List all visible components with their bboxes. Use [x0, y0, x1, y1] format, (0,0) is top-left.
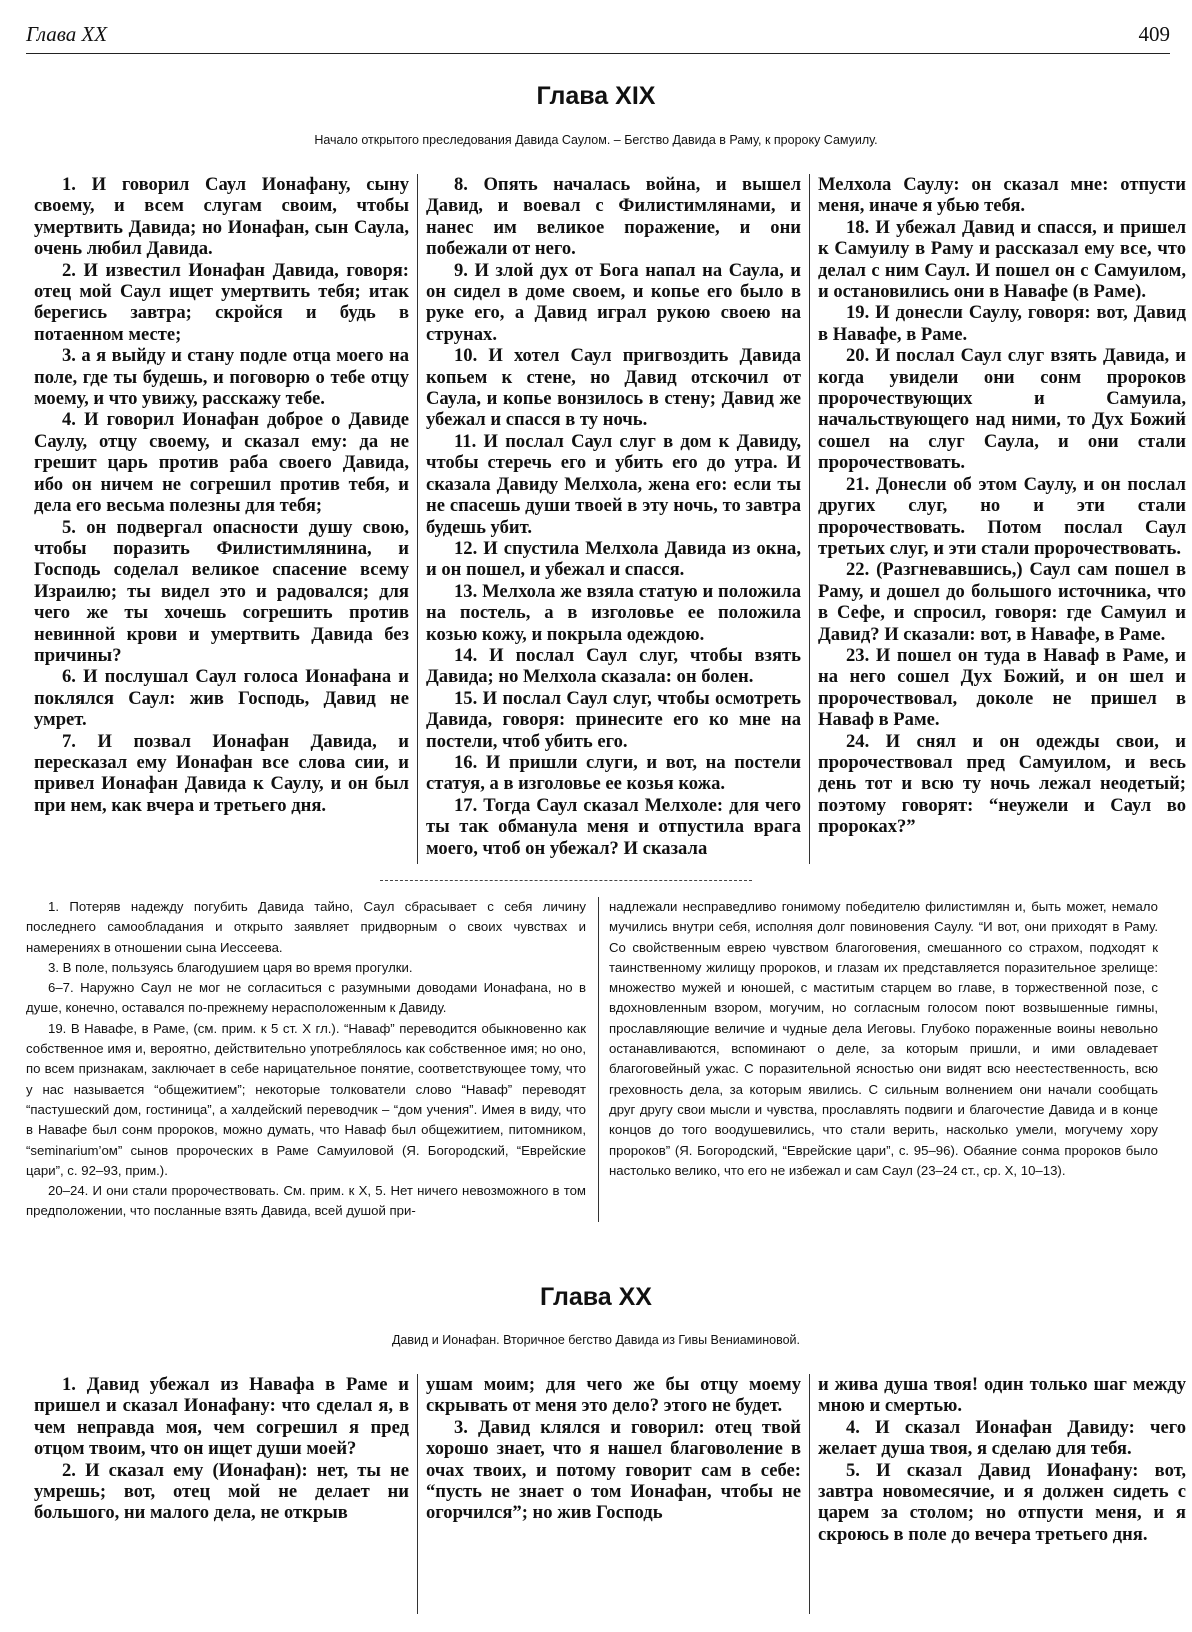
- verse: 12. И спустила Мелхола Давида из окна, и он пошел, и убежал и спасся.: [426, 537, 801, 581]
- verse: 16. И пришли слуги, и вот, на постели статуя, а в изголовье ее козья кожа.: [426, 751, 801, 795]
- verse: 3. Давид клялся и говорил: отец твой хорошо знает, что я нашел благоволение в очах твоих, и потому говорит сам в себе: “пусть не знает о том Ионафан, чтобы не огорчился”; но жив Господь: [426, 1416, 801, 1524]
- verse: 5. он подвергал опасности душу свою, чтобы поразить Филистимлянина, и Господь соделал великое спасение всему Израилю; ты видел это и радовался; для чего же ты хочешь согрешить против невинной крови и умертвить Давида без причины?: [34, 516, 409, 666]
- chapter-20-column-2: [418, 1374, 810, 1614]
- running-head-chapter: Глава XX: [26, 22, 108, 46]
- verse: 6. И послушал Саул голоса Ионафана и поклялся Саул: жив Господь, Давид не умрет.: [34, 666, 409, 731]
- header-rule: [26, 53, 1170, 54]
- page-number: 409: [1138, 22, 1170, 46]
- verse: 13. Мелхола же взяла статую и положила на постель, а в изголовье ее положила козью кожу, и покрыла одеждою.: [426, 580, 801, 645]
- verse: 9. И злой дух от Бога напал на Саула, и он сидел в доме своем, и копье его было в руке его, а Давид играл рукою своею на струнах.: [426, 259, 801, 345]
- verse: 19. И донесли Саулу, говоря: вот, Давид в Навафе, в Раме.: [818, 302, 1186, 345]
- verse-continuation: Мелхола Саулу: он сказал мне: отпусти меня, иначе я убью тебя.: [818, 174, 1186, 217]
- verse: 11. И послал Саул слуг в дом к Давиду, чтобы стеречь его и убить его до утра. И сказала Давиду Мелхола, жена его: если ты не спасешь души твоей в эту ночь, то завтра будешь убит.: [426, 430, 801, 538]
- verse: 1. И говорил Саул Ионафану, сыну своему, и всем слугам своим, чтобы умертвить Давида; но Ионафан, сын Саула, очень любил Давида.: [34, 174, 409, 260]
- verse: 18. И убежал Давид и спасся, и пришел к Самуилу в Раму и рассказал ему все, что делал с ним Саул. И пошел он с Самуилом, и остановились они в Навафе (в Раме).: [818, 216, 1186, 303]
- verse: 4. И говорил Ионафан доброе о Давиде Саулу, отцу своему, и сказал ему: да не грешит царь против раба своего Давида, ибо он ничем не согрешил против тебя, и дела его весьма полезны для тебя;: [34, 409, 409, 517]
- verse: 14. И послал Саул слуг, чтобы взять Давида; но Мелхола сказала: он болен.: [426, 644, 801, 688]
- verse: 10. И хотел Саул пригвоздить Давида копьем к стене, но Давид отскочил от Саула, и копье вонзилось в стену; Давид же убежал и спасся в ту ночь.: [426, 345, 801, 431]
- commentary-note: 6–7. Наружно Саул не мог не согласиться с разумными доводами Ионафана, но в душе, конечно, оставался по-прежнему нерасположенным к Давиду.: [26, 980, 586, 1016]
- verse: 20. И послал Саул слуг взять Давида, и когда увидели они сонм пророков пророчествующих и Самуила, начальствующего над ними, то Дух Божий сошел на слуг Саула, и они стали пророчествовать.: [818, 345, 1186, 474]
- verse: 17. Тогда Саул сказал Мелхоле: для чего ты так обманула меня и отпустила врага моего, чтоб он убежал? И сказала: [426, 794, 801, 859]
- chapter-20-column-3: [810, 1374, 1192, 1614]
- verse: 21. Донесли об этом Саулу, и он послал других слуг, но и эти стали пророчествовать. Потом послал Саул третьих слуг, и эти стали пророчествовать.: [818, 473, 1186, 559]
- verse: 5. И сказал Давид Ионафану: вот, завтра новомесячие, и я должен сидеть с царем за столом; но отпусти меня, и я скроюсь в поле до вечера третьего дня.: [818, 1459, 1186, 1545]
- chapter-20-column-1: [26, 1374, 418, 1614]
- verse-continuation: и жива душа твоя! один только шаг между мною и смертью.: [818, 1374, 1186, 1417]
- verse: 22. (Разгневавшись,) Саул сам пошел в Раму, и дошел до большого источника, что в Сефе, и спросил, говоря: где Самуил и Давид? И сказали: вот, в Навафе, в Раме.: [818, 559, 1186, 645]
- verse: 24. И снял и он одежды свои, и пророчествовал пред Самуилом, и весь день тот и всю ту ночь лежал неодетый; поэтому говорят: “неужели и Саул во пророках?”: [818, 730, 1186, 838]
- verse: 2. И известил Ионафан Давида, говоря: отец мой Саул ищет умертвить тебя; итак берегись завтра; скройся и будь в потаенном месте;: [34, 259, 409, 345]
- chapter-20-title: Глава XX: [540, 1283, 652, 1311]
- verse: 7. И позвал Ионафан Давида, и пересказал ему Ионафан все слова сии, и привел Ионафан Давида к Саулу, и он был при нем, как вчера и третьего дня.: [34, 730, 409, 816]
- chapter-20-text: [26, 1374, 1192, 1614]
- chapter-19-column-2: [418, 174, 810, 864]
- verse: 3. а я выйду и стану подле отца моего на поле, где ты будешь, и поговорю о тебе отцу моему, и что увижу, расскажу тебе.: [34, 345, 409, 410]
- commentary-note: 3. В поле, пользуясь благодушием царя во время прогулки.: [48, 959, 413, 975]
- verse: 23. И пошел он туда в Наваф в Раме, и на него сошел Дух Божий, и он шел и пророчествовал, доколе не пришел в Наваф в Раме.: [818, 644, 1186, 731]
- commentary-note: надлежали несправедливо гонимому победителю филистимлян и, быть может, немало мучились внутри себя, исполняя долг повиновения Саулу. “И вот, они приходят в Раму. Со свойственным еврею чувством благоговения, смешанного со страхом, подходят к таинственному жилищу пророков, и глазам их представляется поразительное зрелище: множество мужей и юношей, с маститым старцем во главе, в торжественной позе, с вдохновленным взором, могучим, но согласным голосом поют возвышенные гимны, прославляющие величие и чудные дела Иеговы. Глубоко пораженные воины невольно останавливаются, вспоминают о деле, за которым пришли, и ими овладевает благоговейный ужас. С поразительной ясностью они видят всю неестественность, всю греховность дела, за которым явились. С сильным волнением они начали сообщать друг другу свои мысли и чувства, прославлять подвиги и благочестие Давида и в конце концов до того воодушевились, что стали верить, насколько умели, могучему хору пророков” (Я. Богородский, “Еврейские цари”, с. 95–96). Обаяние сонма пророков было настолько велико, что его не избежал и сам Саул (23–24 ст., ср. X, 10–13).: [609, 899, 1158, 1178]
- chapter-19-column-1: [26, 174, 418, 864]
- chapter-20-summary: Давид и Ионафан. Вторичное бегство Давида из Гивы Вениаминовой.: [391, 1333, 801, 1347]
- verse: 4. И сказал Ионафан Давиду: чего желает душа твоя, я сделаю для тебя.: [818, 1416, 1186, 1460]
- commentary-note: 19. В Навафе, в Раме, (см. прим. к 5 ст. X гл.). “Наваф” переводится обыкновенно как собственное имя и, вероятно, действительно употреблялось как собственное имя; но оно, по всем признакам, заключает в себе нарицательное понятие, соответствующее тому, что у нас называется “общежитием”; некоторые толкователи слово “Наваф” переводят “пастушеский дом, гостиница”, а халдейский переводчик – “дом учения”. Имея в виду, что в Навафе был сонм пророков, можно думать, что Наваф был общежитием, питомником, “seminarium’ом” сынов пророческих в Раме Самуиловой (Я. Богородский, “Еврейские цари”, с. 92–93, прим.).: [26, 1020, 586, 1178]
- verse: 8. Опять началась война, и вышел Давид, и воевал с Филистимлянами, и нанес им великое поражение, и они побежали от него.: [426, 174, 801, 260]
- chapter-19-column-3: [810, 174, 1192, 864]
- chapter-19-text: [26, 174, 1192, 864]
- commentary-column-2: [598, 897, 1158, 1222]
- footnote-separator: [380, 880, 752, 881]
- verse: 1. Давид убежал из Навафа в Раме и пришел и сказал Ионафану: что сделал я, в чем неправда моя, чем согрешил я пред отцом твоим, что он ищет души моей?: [34, 1374, 409, 1460]
- verse: 15. И послал Саул слуг, чтобы осмотреть Давида, говоря: принесите его ко мне на постели, чтоб убить его.: [426, 687, 801, 752]
- commentary-note: 1. Потеряв надежду погубить Давида тайно, Саул сбрасывает с себя личину последнего самообладания и открыто заявляет придворным о своих чувствах и намерениях в отношении сына Иессеева.: [26, 899, 586, 955]
- chapter-19-title: Глава XIX: [536, 82, 656, 110]
- verse: 2. И сказал ему (Ионафан): нет, ты не умрешь; вот, отец мой не делает ни большого, ни малого дела, не открыв: [34, 1459, 409, 1524]
- verse-continuation: ушам моим; для чего же бы отцу моему скрывать от меня это дело? этого не будет.: [426, 1374, 801, 1417]
- commentary-column-1: [26, 897, 586, 1222]
- commentary-note: 20–24. И они стали пророчествовать. См. прим. к X, 5. Нет ничего невозможного в том предположении, что посланные взять Давида, всей душой при-: [26, 1183, 586, 1219]
- commentary: [26, 897, 1170, 1222]
- chapter-19-summary: Начало открытого преследования Давида Саулом. – Бегство Давида в Раму, к пророку Самуилу.: [314, 133, 878, 147]
